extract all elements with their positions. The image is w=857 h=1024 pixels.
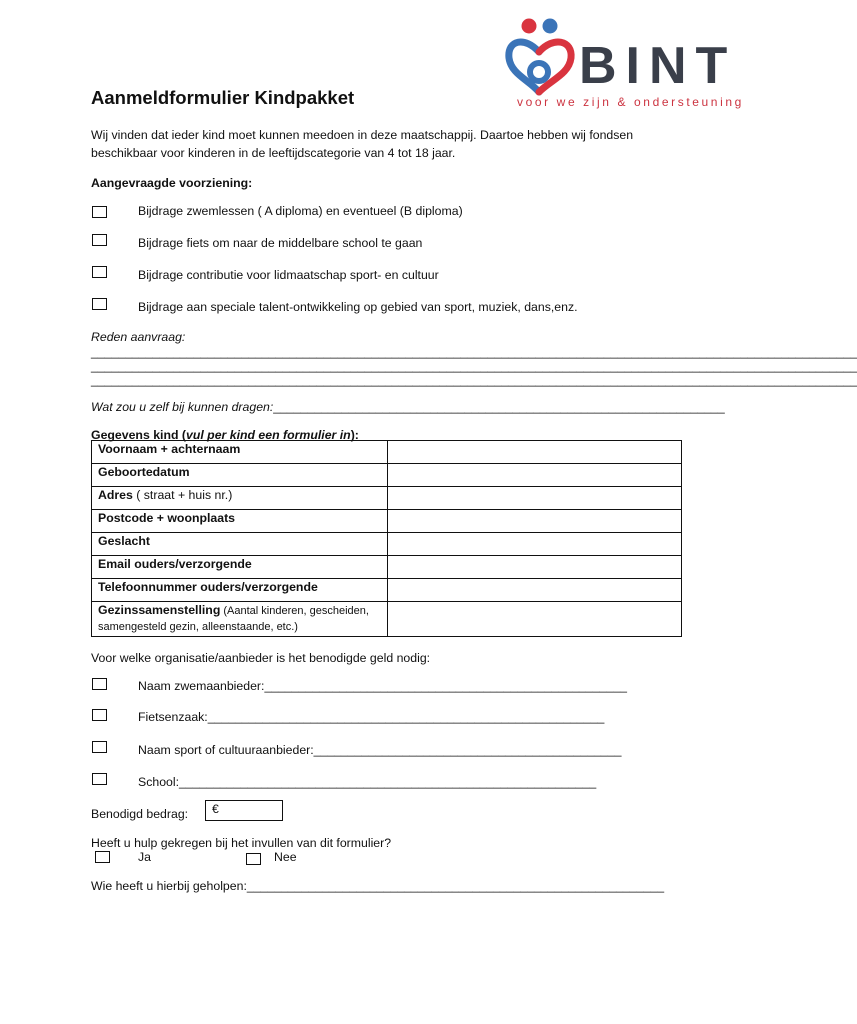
contribution-line: __________________________________________________________________ xyxy=(273,400,725,414)
row-value-cell[interactable] xyxy=(388,556,682,579)
row-value-cell[interactable] xyxy=(388,487,682,510)
table-row xyxy=(92,556,682,579)
row-label-note: (Aantal kinderen, gescheiden, xyxy=(220,605,369,617)
amount-field[interactable] xyxy=(205,800,283,821)
row-value-cell[interactable] xyxy=(388,602,682,637)
org-option-field[interactable]: Fietsenzaak:__________________________________________________________ xyxy=(138,710,605,724)
row-label-text: Gezinssamenstelling xyxy=(98,603,221,617)
org-question: Voor welke organisatie/aanbieder is het benodigde geld nodig: xyxy=(91,651,431,665)
checkbox-fiets[interactable] xyxy=(92,234,107,246)
logo-tagline: voor we zijn & ondersteuning xyxy=(517,95,744,109)
help-yes-label: Ja xyxy=(138,850,151,864)
table-row xyxy=(92,579,682,602)
reason-label: Reden aanvraag: xyxy=(91,330,186,344)
contribution-label: Wat zou u zelf bij kunnen dragen: xyxy=(91,400,274,414)
row-value-cell[interactable] xyxy=(388,510,682,533)
euro-sign: € xyxy=(212,802,219,816)
intro-text-1: Wij vinden dat ieder kind moet kunnen meedoen in deze maatschappij. Daartoe hebben wij fondsen xyxy=(91,128,634,142)
table-row xyxy=(92,533,682,556)
row-label-text: Adres xyxy=(98,488,133,502)
row-label-text: Postcode + woonplaats xyxy=(98,511,236,525)
org-option-field[interactable]: School:_____________________________________________________________ xyxy=(138,775,597,789)
reason-line-2[interactable]: ________________________________________________________________________________________________________________ xyxy=(91,359,857,373)
table-row xyxy=(92,487,682,510)
reason-line-1[interactable]: ________________________________________________________________________________________________________________ xyxy=(91,345,857,359)
org-option-field[interactable]: Naam zwemaanbieder:_____________________________________________________ xyxy=(138,679,627,693)
checkbox-talent[interactable] xyxy=(92,298,107,310)
checkbox-zwemaanbieder[interactable] xyxy=(92,678,107,690)
provisions-heading: Aangevraagde voorziening: xyxy=(91,176,253,190)
checkbox-fietsenzaak[interactable] xyxy=(92,709,107,721)
row-label xyxy=(92,464,388,487)
row-label-text: Geboortedatum xyxy=(98,465,190,479)
checkbox-sportaanbieder[interactable] xyxy=(92,741,107,753)
table-row xyxy=(92,441,682,464)
form-title: Aanmeldformulier Kindpakket xyxy=(91,87,355,108)
reason-line-3[interactable]: ________________________________________________________________________________________________________________ xyxy=(91,373,857,387)
row-label xyxy=(92,510,388,533)
help-question: Heeft u hulp gekregen bij het invullen van dit formulier? xyxy=(91,836,392,850)
org-option-field[interactable]: Naam sport of cultuuraanbieder:_____________________________________________ xyxy=(138,743,622,757)
checkbox-help-no[interactable] xyxy=(246,853,261,865)
row-label xyxy=(92,602,388,637)
row-value-cell[interactable] xyxy=(388,441,682,464)
row-label-text: Email ouders/verzorgende xyxy=(98,557,252,571)
bint-logo xyxy=(505,18,757,110)
row-label-text: Telefoonnummer ouders/verzorgende xyxy=(98,580,318,594)
row-label xyxy=(92,441,388,464)
provision-label: Bijdrage contributie voor lidmaatschap sport- en cultuur xyxy=(138,268,439,282)
row-label xyxy=(92,487,388,510)
logo-wordmark: BINT xyxy=(579,37,737,95)
child-heading-italic: vul per kind een formulier in xyxy=(186,428,351,442)
row-label-note: samengesteld gezin, alleenstaande, etc.) xyxy=(98,621,298,633)
checkbox-contributie[interactable] xyxy=(92,266,107,278)
helper-field[interactable] xyxy=(91,878,681,894)
help-no-label: Nee xyxy=(274,850,297,864)
checkbox-school[interactable] xyxy=(92,773,107,785)
provision-label: Bijdrage zwemlessen ( A diploma) en eventueel (B diploma) xyxy=(138,204,463,218)
checkbox-help-yes[interactable] xyxy=(95,851,110,863)
checkbox-zwemlessen[interactable] xyxy=(92,206,107,218)
table-row xyxy=(92,464,682,487)
child-heading-prefix: Gegevens kind ( xyxy=(91,428,186,442)
row-label-note: ( straat + huis nr.) xyxy=(132,488,233,502)
child-data-table xyxy=(91,440,682,637)
row-label-text: Voornaam + achternaam xyxy=(98,442,241,456)
row-label xyxy=(92,533,388,556)
row-value-cell[interactable] xyxy=(388,464,682,487)
row-label xyxy=(92,556,388,579)
table-row xyxy=(92,510,682,533)
helper-label: Wie heeft u hierbij geholpen: xyxy=(91,879,247,893)
row-value-cell[interactable] xyxy=(388,579,682,602)
table-row xyxy=(92,602,682,637)
provision-label: Bijdrage aan speciale talent-ontwikkeling op gebied van sport, muziek, dans,enz. xyxy=(138,300,578,314)
contribution-field[interactable] xyxy=(91,399,725,415)
amount-label: Benodigd bedrag: xyxy=(91,807,189,821)
intro-text-2: beschikbaar voor kinderen in de leeftijdscategorie van 4 tot 18 jaar. xyxy=(91,146,456,160)
provision-label: Bijdrage fiets om naar de middelbare school te gaan xyxy=(138,236,423,250)
child-heading-suffix: ): xyxy=(350,428,359,442)
helper-line: _____________________________________________________________ xyxy=(246,879,665,893)
bint-logo-mark xyxy=(505,18,585,96)
row-value-cell[interactable] xyxy=(388,533,682,556)
row-label xyxy=(92,579,388,602)
row-label-text: Geslacht xyxy=(98,534,150,548)
